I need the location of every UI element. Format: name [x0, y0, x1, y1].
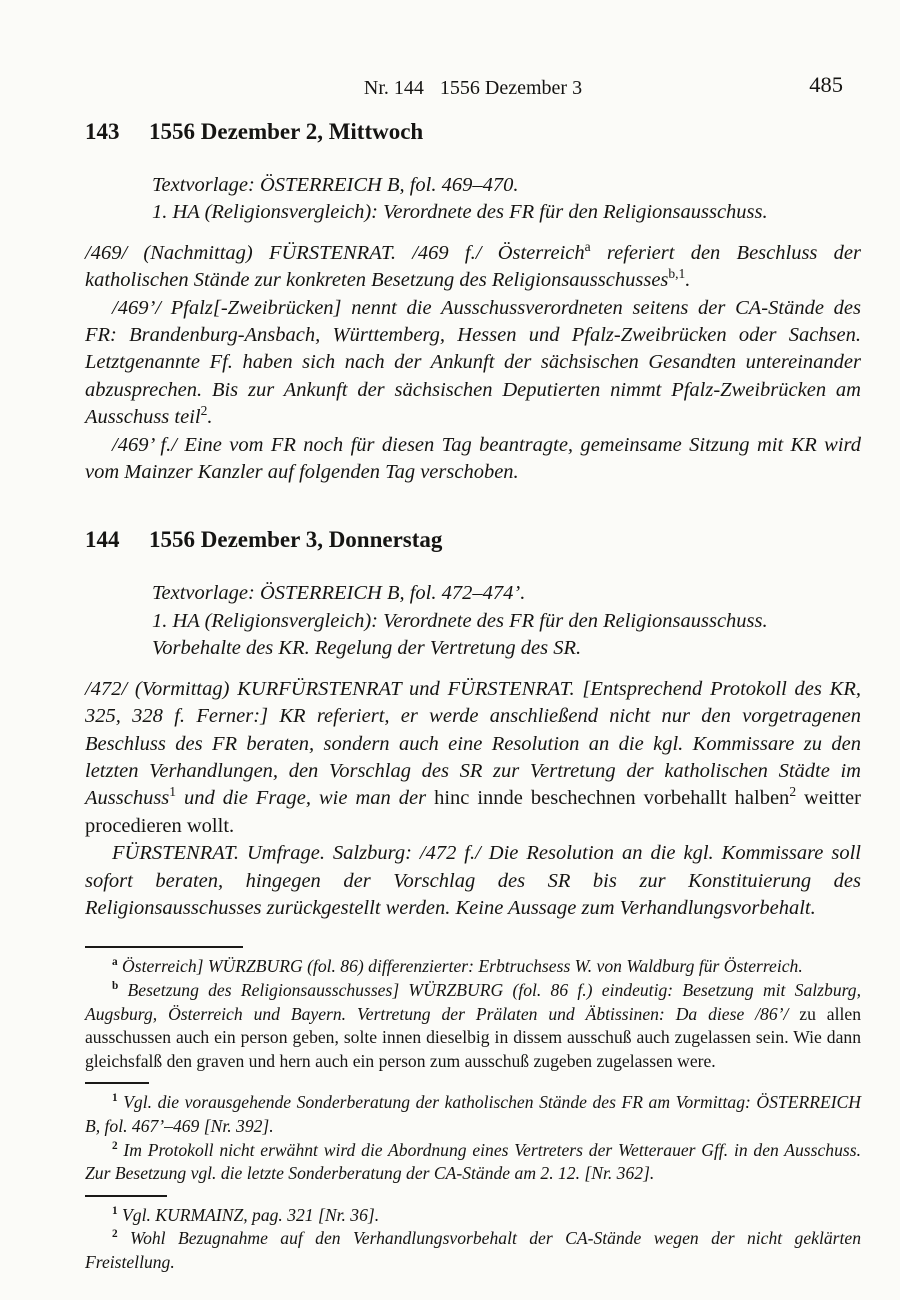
paragraph — [85, 676, 861, 840]
entry-number: 143 — [85, 119, 120, 144]
entry-heading — [85, 118, 861, 146]
text-segment: 2 — [200, 403, 208, 419]
entry-heading — [85, 526, 861, 554]
paragraph — [85, 840, 861, 922]
text-segment: /472/ (Vormittag) KURFÜRSTENRAT und FÜRSTENRAT. [Entsprechend Protokoll des KR, 325, 328 f. Ferner:] KR referiert, er werde anschließend nicht nur den vorgetragenen Beschluss des FR beraten, sondern auch eine Resolution an die kgl. Kommissare zu den letzten Verhandlungen, den Vorschlag des SR zur Vertretung der katholischen Städte im Ausschuss — [85, 677, 861, 810]
footnote-block-numbers-1 — [85, 1091, 861, 1185]
footnote-area — [85, 946, 861, 1274]
footnote — [85, 1227, 861, 1274]
text-segment: und die Frage, wie man der — [176, 787, 435, 810]
footnote-separator — [85, 946, 243, 948]
text-segment: b,1 — [668, 266, 686, 282]
text-segment: Besetzung des Religionsausschusses] WÜRZBURG (fol. 86 f.) eindeutig: Besetzung mit Salzburg, Augsburg, Österreich und Bayern. Vertretung der Prälaten und Äbtissinen: Da diese /86’/ — [85, 979, 861, 1024]
paragraph — [85, 240, 861, 295]
text-segment: /469’ f./ Eine vom FR noch für diesen Tag beantragte, gemeinsame Sitzung mit KR wird vom Mainzer Kanzler auf folgenden Tag verschoben. — [85, 433, 861, 484]
text-segment: /469/ (Nachmittag) FÜRSTENRAT. /469 f./ Österreich — [85, 241, 585, 264]
footnote — [85, 1204, 861, 1228]
text-segment: Vgl. die vorausgehende Sonderberatung der katholischen Stände des FR am Vormittag: ÖSTERREICH B, fol. 467’–469 [Nr. 392]. — [85, 1092, 861, 1136]
source-block — [152, 172, 861, 227]
source-block — [152, 580, 861, 662]
entry-number: 144 — [85, 527, 120, 553]
text-segment: a — [584, 238, 591, 254]
footnote-separator — [85, 1082, 149, 1084]
footnote — [85, 979, 861, 1073]
text-segment: weitter procedieren wollt. — [85, 787, 861, 837]
text-segment: 1 — [169, 784, 177, 800]
footnote-marker: a — [112, 956, 118, 969]
footnote — [85, 1091, 861, 1138]
text-segment: . — [207, 406, 213, 429]
text-segment: Vgl. KURMAINZ, pag. 321 [Nr. 36]. — [122, 1204, 380, 1225]
footnote-block-letters — [85, 955, 861, 1073]
running-header-title — [364, 77, 582, 99]
source-line: Textvorlage: ÖSTERREICH B, fol. 472–474’. — [152, 582, 526, 605]
text-segment: Österreich] WÜRZBURG (fol. 86) differenzierter: Erbtruchsess W. von Waldburg für Österreich. — [122, 956, 803, 977]
text-segment: Wohl Bezugnahme auf den Verhandlungsvorbehalt der CA-Stände wegen der nicht geklärten Freistellung. — [85, 1228, 861, 1272]
text-segment: FÜRSTENRAT. Umfrage. Salzburg: /472 f./ Die Resolution an die kgl. Kommissare soll sofort beraten, hingegen der Vorschlag des SR bis zur Konstituierung des Religionsausschusses zurückgestellt werden. Keine Aussage zum Verhandlungsvorbehalt. — [85, 842, 861, 919]
text-segment: hinc innde beschechnen vorbehallt halben — [434, 787, 790, 810]
paragraph — [85, 432, 861, 487]
page-number: 485 — [809, 72, 843, 97]
entry-title: 1556 Dezember 3, Donnerstag — [149, 527, 443, 553]
entry-144 — [85, 526, 861, 922]
entry-143 — [85, 118, 861, 486]
source-line: 1. HA (Religionsvergleich): Verordnete des FR für den Religionsausschuss. — [152, 201, 768, 224]
text-segment: referiert den Beschluss der katholischen Stände zur konkreten Besetzung des Religionsausschusses — [85, 241, 861, 292]
footnote-marker: 2 — [112, 1139, 118, 1152]
text-segment: Im Protokoll nicht erwähnt wird die Abordnung eines Vertreters der Wetterauer Gff. in den Ausschuss. Zur Besetzung vgl. die letzte Sonderberatung der CA-Stände am 2. 12. [Nr. 362]. — [85, 1139, 861, 1184]
entry-body — [85, 676, 861, 923]
running-header-number: Nr. 144 — [363, 77, 424, 99]
footnote-marker: b — [112, 980, 119, 993]
page-content — [85, 72, 861, 1274]
footnote-block-numbers-2 — [85, 1204, 861, 1275]
text-segment: zu allen ausschussen auch ein person geben, solte innen dieselbig in dissem ausschuß auch zugelassen sein. Wie dann gleichsfalß den graven und hern auch ein person zum ausschuß zugeben zugelassen were. — [85, 1003, 861, 1071]
footnote — [85, 955, 861, 979]
entry-body — [85, 240, 861, 487]
source-line: 1. HA (Religionsvergleich): Verordnete des FR für den Religionsausschuss. Vorbehalte des KR. Regelung der Vertretung des SR. — [152, 609, 768, 660]
footnote-marker: 2 — [112, 1228, 118, 1241]
paragraph — [85, 295, 861, 432]
text-segment: /469’/ Pfalz[-Zweibrücken] nennt die Ausschussverordneten seitens der CA-Stände des FR: Brandenburg-Ansbach, Württemberg, Hessen und Pfalz-Zweibrücken oder Sachsen. Letztgenannte Ff. haben sich nach der Ankunft der sächsischen Gesandten untereinander abzusprechen. Bis zur Ankunft der sächsischen Deputierten nimmt Pfalz-Zweibrücken am Ausschuss teil — [85, 296, 861, 429]
source-line: Textvorlage: ÖSTERREICH B, fol. 469–470. — [152, 174, 519, 196]
running-header — [85, 72, 861, 100]
entry-title: 1556 Dezember 2, Mittwoch — [149, 119, 424, 144]
running-header-date: 1556 Dezember 3 — [439, 77, 583, 99]
footnote-marker: 1 — [112, 1092, 118, 1105]
footnote-separator — [85, 1195, 167, 1197]
footnote — [85, 1139, 861, 1186]
text-segment: 2 — [789, 784, 797, 800]
text-segment: . — [685, 269, 691, 292]
footnote-marker: 1 — [112, 1204, 118, 1217]
